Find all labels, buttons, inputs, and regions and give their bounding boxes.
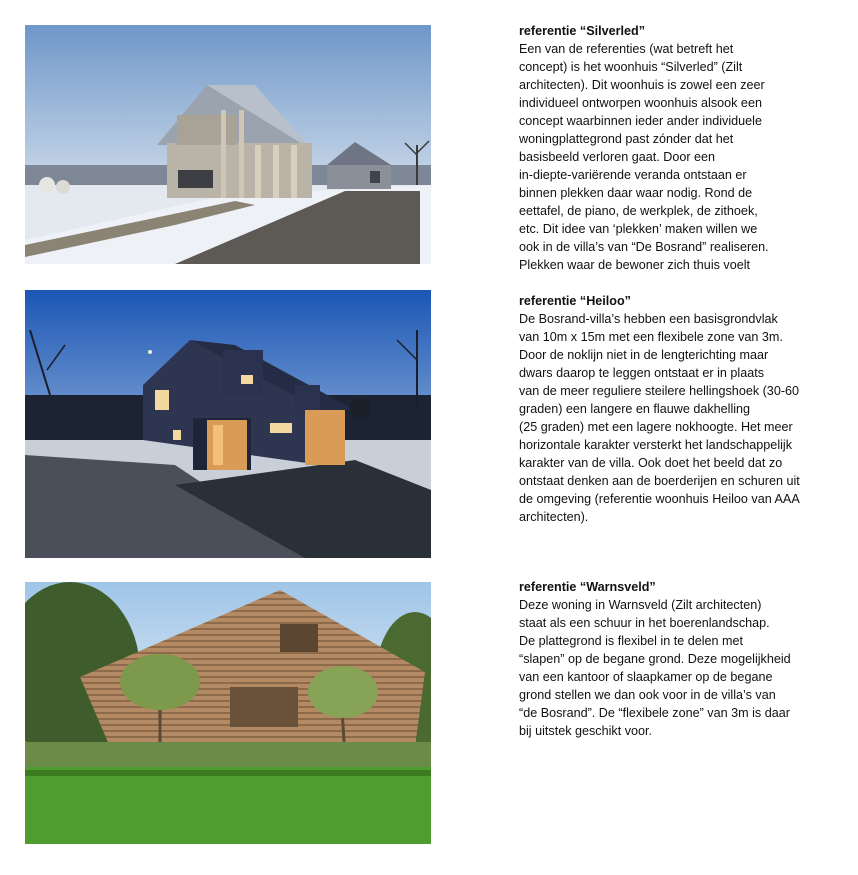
text-line: architecten). Dit woonhuis is zowel een zeer [519,78,765,92]
text-line: concept waarbinnen ieder ander individuele [519,114,762,128]
text-line: bij uitstek geschikt voor. [519,724,652,738]
photo-warnsveld [25,582,431,844]
section-heiloo [519,292,849,526]
text-line: De plattegrond is flexibel in te delen met [519,634,744,648]
text-line: staat als een schuur in het boerenlandschap. [519,616,770,630]
text-line: “de Bosrand”. De “flexibele zone” van 3m is daar [519,706,790,720]
text-line: De Bosrand-villa’s hebben een basisgrondvlak [519,312,778,326]
text-line: dwars daarop te leggen ontstaat er in plaats [519,366,765,380]
text-line: etc. Dit idee van ‘plekken’ maken willen we [519,222,758,236]
section-silverled [519,22,849,274]
text-line: architecten). [519,510,589,524]
text-line: grond stellen we dan ook voor in de villa’s van [519,688,776,702]
text-line: Een van de referenties (wat betreft het [519,42,734,56]
text-line: in-diepte-variërende veranda ontstaan er [519,168,747,182]
text-line: (25 graden) met een lagere nokhoogte. Het meer [519,420,793,434]
text-line: eettafel, de piano, de werkplek, de zithoek, [519,204,758,218]
photo-silverled [25,25,431,264]
text-line: Plekken waar de bewoner zich thuis voelt [519,258,751,272]
text-line: de omgeving (referentie woonhuis Heiloo van AAA [519,492,800,506]
text-line: individueel ontworpen woonhuis alsook een [519,96,762,110]
text-line: Door de noklijn niet in de lengterichting maar [519,348,769,362]
text-line: ontstaat denken aan de boerderijen en schuren uit [519,474,800,488]
photo-heiloo [25,290,431,558]
text-line: “slapen” op de begane grond. Deze mogelijkheid [519,652,791,666]
section-warnsveld [519,578,849,740]
text-line: concept) is het woonhuis “Silverled” (Zilt [519,60,743,74]
text-line: karakter van de villa. Ook doet het beeld dat zo [519,456,783,470]
text-line: van een kantoor of slaapkamer op de begane [519,670,773,684]
section-title: referentie “Heiloo” [519,294,631,308]
text-line: woningplattegrond past zónder dat het [519,132,734,146]
text-line: van 10m x 15m met een flexibele zone van 3m. [519,330,783,344]
text-line: horizontale karakter versterkt het landschappelijk [519,438,793,452]
text-line: ook in de villa’s van “De Bosrand” realiseren. [519,240,769,254]
text-line: graden) een langere en flauwe dakhelling [519,402,751,416]
section-title: referentie “Warnsveld” [519,580,656,594]
text-line: van de meer reguliere steilere hellingshoek (30-60 [519,384,800,398]
section-title: referentie “Silverled” [519,24,645,38]
text-line: basisbeeld verloren gaat. Door een [519,150,716,164]
text-line: Deze woning in Warnsveld (Zilt architecten) [519,598,762,612]
text-line: binnen plekken daar waar nodig. Rond de [519,186,753,200]
